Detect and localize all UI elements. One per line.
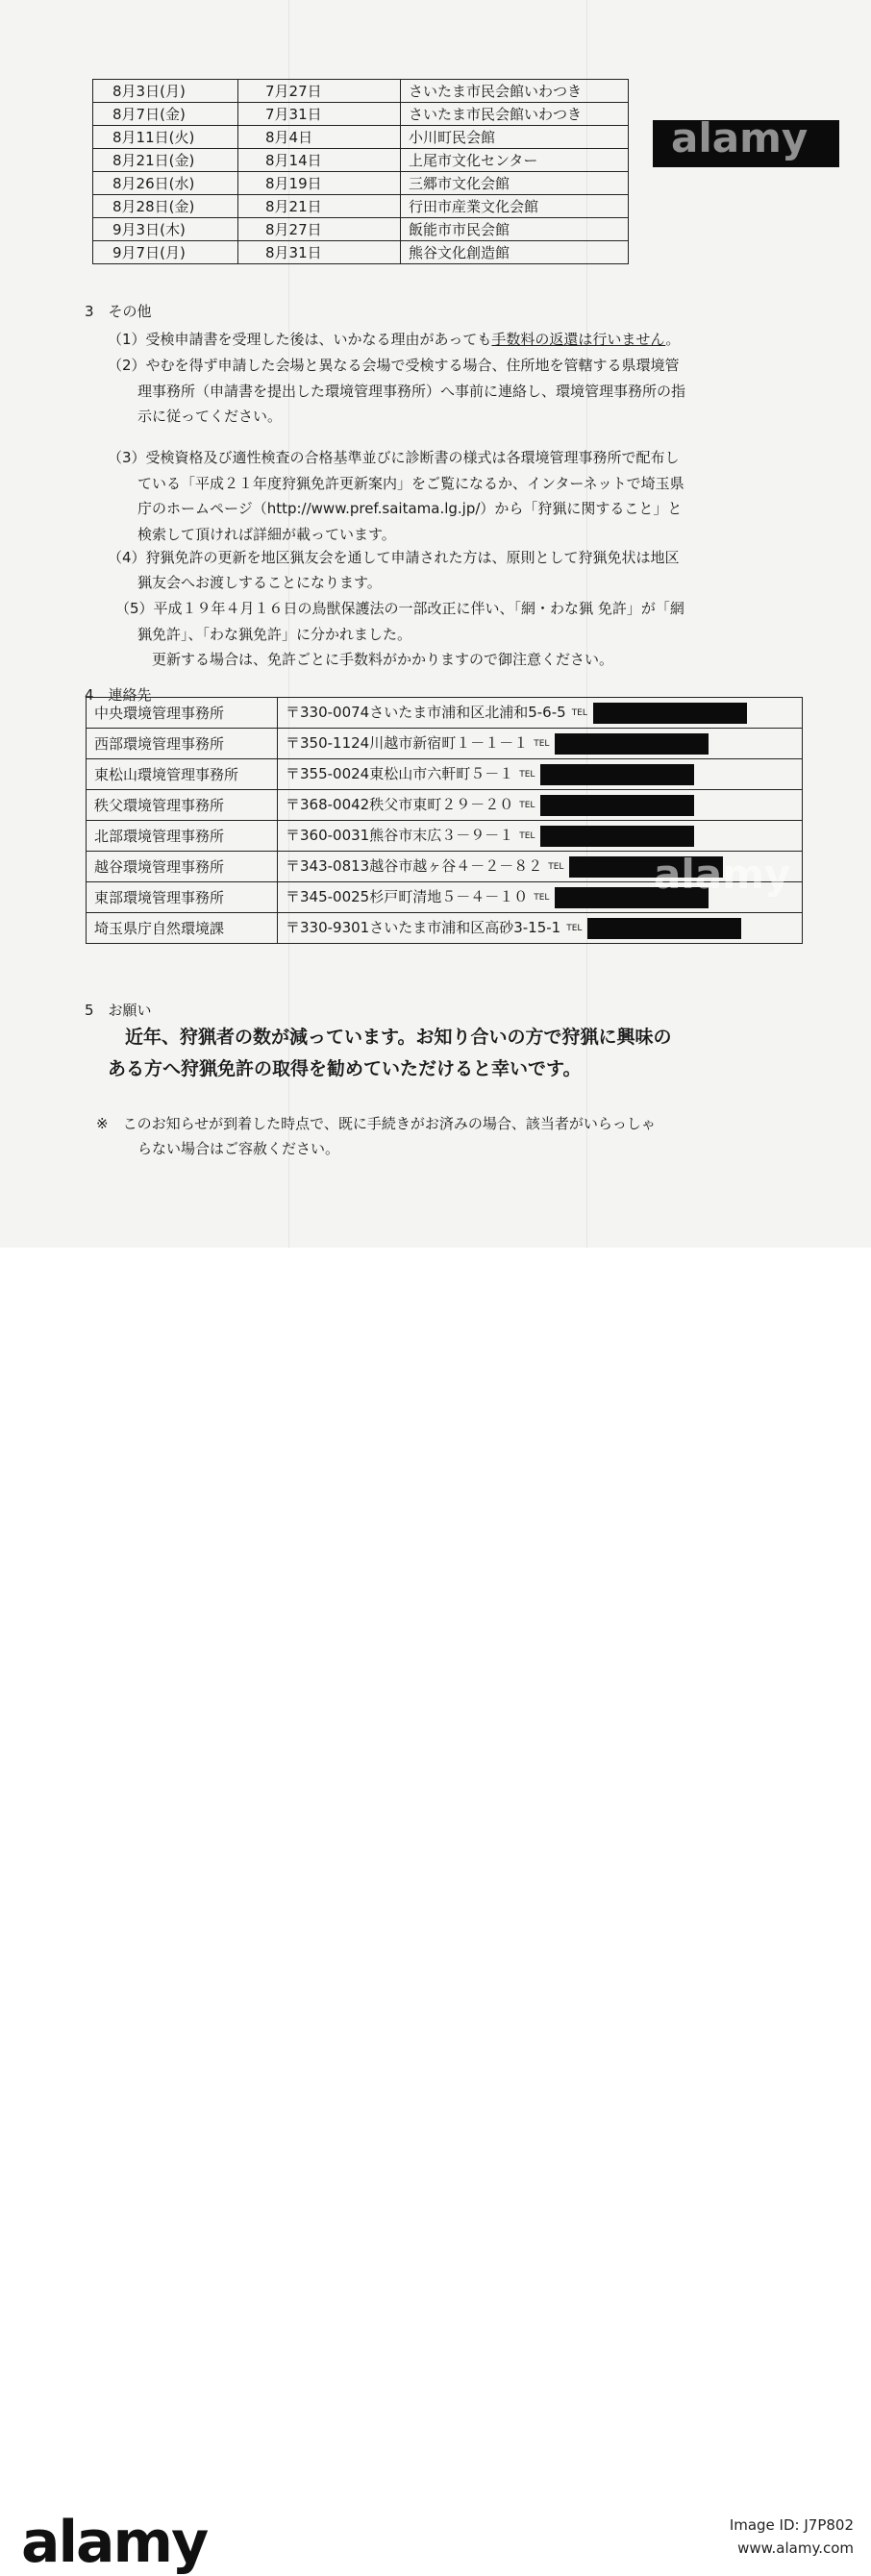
note-item-2-line: 理事務所（申請書を提出した環境管理事務所）へ事前に連絡し、環境管理事務所の指 xyxy=(137,383,686,400)
schedule-row xyxy=(93,80,629,103)
office-address-cell xyxy=(278,759,803,790)
note-item-5-line: 更新する場合は、免許ごとに手数料がかかりますので御注意ください。 xyxy=(152,651,614,668)
exam-date-cell: 8月3日(月) xyxy=(93,80,238,103)
exam-date-cell: 8月21日(金) xyxy=(93,149,238,172)
note-item-4-line: （4）狩猟免許の更新を地区猟友会を通して申請された方は、原則として狩猟免状は地区 xyxy=(108,549,680,566)
deadline-cell: 8月19日 xyxy=(238,172,401,195)
watermark-text: alamy xyxy=(671,114,809,161)
redacted-phone xyxy=(587,918,741,939)
venue-cell: 行田市産業文化会館 xyxy=(401,195,629,218)
office-address-cell xyxy=(278,729,803,759)
note-item-2-line: （2）やむを得ず申請した会場と異なる会場で受検する場合、住所地を管轄する県環境管 xyxy=(108,357,680,374)
redacted-phone xyxy=(540,764,694,785)
exam-date-cell: 9月7日(月) xyxy=(93,241,238,264)
stock-footer xyxy=(0,1248,871,2576)
venue-cell: さいたま市民会館いわつき xyxy=(401,103,629,126)
deadline-cell: 8月27日 xyxy=(238,218,401,241)
schedule-row xyxy=(93,149,629,172)
tel-label: TEL xyxy=(519,800,535,810)
office-address: 〒350-1124川越市新宿町１－１－１ xyxy=(286,734,529,753)
note-item-1-text: （1）受検申請書を受理した後は、いかなる理由があっても xyxy=(108,331,492,348)
office-address: 〒368-0042秩父市東町２９－２０ xyxy=(286,796,514,814)
exam-date-cell: 8月26日(水) xyxy=(93,172,238,195)
closing-note-line: らない場合はご容赦ください。 xyxy=(137,1140,340,1157)
exam-date-cell: 8月7日(金) xyxy=(93,103,238,126)
deadline-cell: 8月4日 xyxy=(238,126,401,149)
exam-date-cell: 8月11日(火) xyxy=(93,126,238,149)
deadline-cell: 8月21日 xyxy=(238,195,401,218)
contact-row xyxy=(87,913,803,944)
office-address: 〒330-9301さいたま市浦和区高砂3-15-1 xyxy=(286,919,561,937)
office-name: 西部環境管理事務所 xyxy=(87,729,278,759)
contact-row xyxy=(87,759,803,790)
contact-row xyxy=(87,790,803,821)
note-item-3-line: 庁のホームページ（http://www.pref.saitama.lg.jp/）から「狩猟に関すること」と xyxy=(137,500,683,517)
tel-label: TEL xyxy=(534,892,550,903)
alamy-logo: alamy xyxy=(21,2509,208,2576)
redacted-phone xyxy=(540,826,694,847)
note-item-5-line: （5）平成１９年４月１６日の鳥獣保護法の一部改正に伴い、「網・わな猟 免許」が「網 xyxy=(115,600,684,617)
deadline-cell: 7月31日 xyxy=(238,103,401,126)
watermark-text: alamy xyxy=(654,851,791,898)
office-address: 〒345-0025杉戸町清地５－４－１０ xyxy=(286,888,529,906)
deadline-cell: 8月14日 xyxy=(238,149,401,172)
schedule-row xyxy=(93,126,629,149)
redacted-phone xyxy=(540,795,694,816)
site-url: www.alamy.com xyxy=(737,2539,854,2557)
note-item-4-line: 猟友会へお渡しすることになります。 xyxy=(137,574,382,591)
tel-label: TEL xyxy=(566,923,583,933)
office-name: 中央環境管理事務所 xyxy=(87,698,278,729)
contact-table xyxy=(86,697,803,944)
office-address-cell xyxy=(278,821,803,852)
exam-date-cell: 9月3日(木) xyxy=(93,218,238,241)
note-item-1-end: 。 xyxy=(665,331,681,348)
image-id-label: Image ID: J7P802 xyxy=(729,2516,854,2534)
closing-note-line: ※ このお知らせが到着した時点で、既に手続きがお済みの場合、該当者がいらっしゃ xyxy=(96,1115,656,1132)
office-name: 秩父環境管理事務所 xyxy=(87,790,278,821)
note-item-3-line: （3）受検資格及び適性検査の合格基準並びに診断書の様式は各環境管理事務所で配布し xyxy=(108,449,680,466)
contact-row xyxy=(87,729,803,759)
office-address: 〒360-0031熊谷市末広３－９－１ xyxy=(286,827,514,845)
venue-cell: 三郷市文化会館 xyxy=(401,172,629,195)
note-item-2-line: 示に従ってください。 xyxy=(137,408,283,425)
deadline-cell: 7月27日 xyxy=(238,80,401,103)
redacted-phone xyxy=(593,703,747,724)
tel-label: TEL xyxy=(519,769,535,780)
note-item-5-line: 猟免許」、「わな猟免許」に分かれました。 xyxy=(137,626,412,643)
schedule-row xyxy=(93,218,629,241)
tel-label: TEL xyxy=(519,830,535,841)
schedule-row xyxy=(93,241,629,264)
schedule-row xyxy=(93,172,629,195)
office-name: 越谷環境管理事務所 xyxy=(87,852,278,882)
request-line: 近年、狩猟者の数が減っています。お知り合いの方で狩猟に興味の xyxy=(125,1027,672,1048)
office-address-cell xyxy=(278,913,803,944)
request-line: ある方へ狩猟免許の取得を勧めていただけると幸いです。 xyxy=(108,1058,582,1079)
schedule-row xyxy=(93,103,629,126)
section-5-heading: 5 お願い xyxy=(85,1002,152,1019)
office-name: 東部環境管理事務所 xyxy=(87,882,278,913)
schedule-row xyxy=(93,195,629,218)
note-item-1 xyxy=(108,329,680,349)
office-name: 東松山環境管理事務所 xyxy=(87,759,278,790)
contact-row xyxy=(87,698,803,729)
office-address: 〒330-0074さいたま市浦和区北浦和5-6-5 xyxy=(286,704,566,722)
tel-label: TEL xyxy=(571,707,587,718)
exam-date-cell: 8月28日(金) xyxy=(93,195,238,218)
office-address: 〒355-0024東松山市六軒町５－１ xyxy=(286,765,514,783)
contact-row xyxy=(87,821,803,852)
section-4-heading: 4 連絡先 xyxy=(85,686,152,704)
office-address: 〒343-0813越谷市越ヶ谷４－２－８２ xyxy=(286,857,543,876)
office-address-cell xyxy=(278,790,803,821)
deadline-cell: 8月31日 xyxy=(238,241,401,264)
venue-cell: 小川町民会館 xyxy=(401,126,629,149)
note-item-3-line: ている「平成２１年度狩猟免許更新案内」をご覧になるか、インターネットで埼玉県 xyxy=(137,475,684,492)
venue-cell: 飯能市市民会館 xyxy=(401,218,629,241)
document-page xyxy=(0,0,871,1248)
exam-schedule-table xyxy=(92,79,629,264)
no-refund-text: 手数料の返還は行いません xyxy=(491,331,666,348)
office-address-cell xyxy=(278,698,803,729)
venue-cell: 熊谷文化創造館 xyxy=(401,241,629,264)
venue-cell: 上尾市文化センター xyxy=(401,149,629,172)
venue-cell: さいたま市民会館いわつき xyxy=(401,80,629,103)
note-item-3-line: 検索して頂ければ詳細が載っています。 xyxy=(137,526,396,543)
tel-label: TEL xyxy=(548,861,564,872)
office-name: 埼玉県庁自然環境課 xyxy=(87,913,278,944)
section-3-heading: 3 その他 xyxy=(85,303,152,320)
tel-label: TEL xyxy=(534,738,550,749)
office-name: 北部環境管理事務所 xyxy=(87,821,278,852)
redacted-phone xyxy=(555,733,709,755)
